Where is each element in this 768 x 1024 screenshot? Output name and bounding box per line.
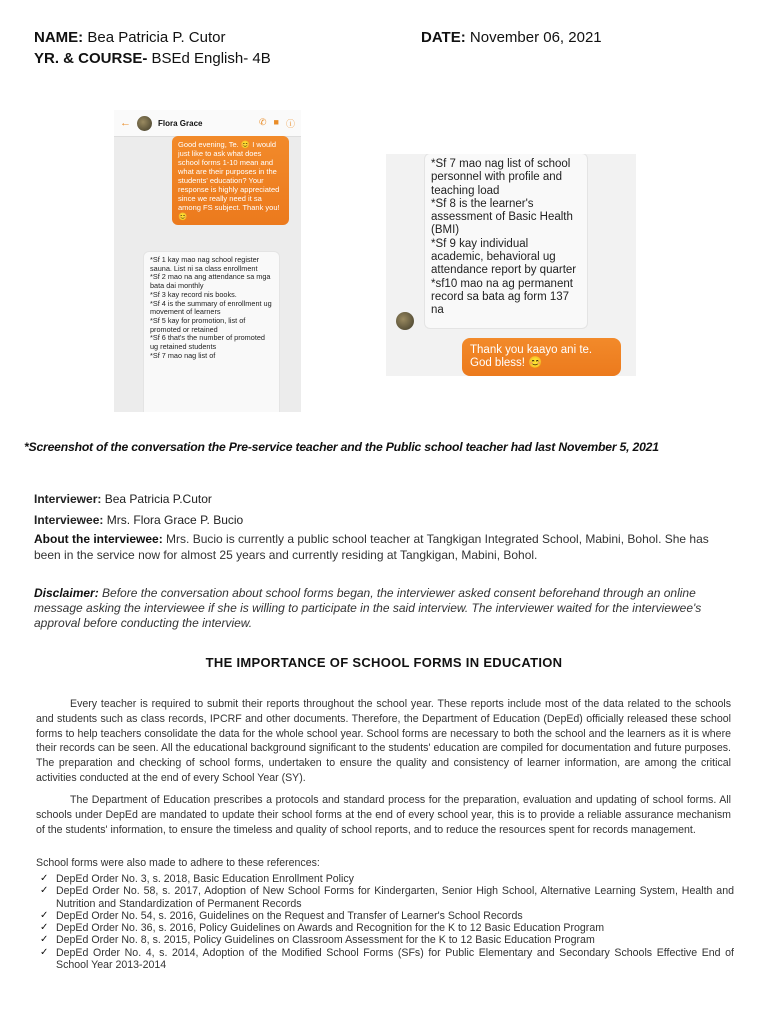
incoming-message: *Sf 1 kay mao nag school register sauna. List ni sa class enrollment *Sf 2 mao na ang attendance sa mga bata dai monthly *Sf 3 kay record nis books. *Sf 4 is the summary of enrollment ug movement of learners *Sf 5 kay for promotion, list of promoted or retained *Sf 6 that's the number of promoted ug retained students *Sf 7 mao nag list of	[143, 251, 280, 412]
disclaimer	[34, 586, 740, 631]
name-line	[34, 29, 225, 46]
course-value: BSEd English- 4B	[151, 50, 271, 67]
course-label: YR. & COURSE-	[34, 50, 148, 67]
check-icon: ✓	[40, 909, 49, 921]
incoming-message: *Sf 7 mao nag list of school personnel with profile and teaching load *Sf 8 is the learner's assessment of Basic Health (BMI) *Sf 9 kay individual academic, behavioral ug attendance report by quarter *sf10 mao na ag permanent record sa bata ag form 137 na	[424, 154, 588, 329]
date-value: November 06, 2021	[469, 29, 602, 46]
name-label: NAME:	[34, 29, 84, 46]
chat-screenshot-1	[114, 110, 301, 412]
list-item: ✓ DepEd Order No. 36, s. 2016, Policy Guidelines on Awards and Recognition for the K to 12 Basic Education Program	[40, 922, 605, 935]
video-icon: ■	[273, 116, 279, 127]
interviewee-line	[34, 513, 243, 527]
phone-icon: ✆	[259, 116, 267, 127]
chat-topbar	[114, 110, 301, 137]
check-icon: ✓	[40, 873, 49, 884]
avatar	[137, 116, 152, 131]
essay-title: THE IMPORTANCE OF SCHOOL FORMS IN EDUCATION	[205, 655, 563, 670]
outgoing-message: Thank you kaayo ani te. God bless! 😊	[462, 338, 621, 376]
paragraph-1	[36, 697, 731, 786]
interviewee-label: Interviewee:	[34, 513, 104, 527]
avatar	[396, 312, 414, 330]
list-item: ✓ DepEd Order No. 3, s. 2018, Basic Education Enrollment Policy	[40, 873, 354, 885]
check-icon: ✓	[40, 922, 49, 934]
name-value: Bea Patricia P. Cutor	[87, 29, 226, 46]
disclaimer-label: Disclaimer:	[34, 586, 99, 600]
list-item: ✓ DepEd Order No. 58, s. 2017, Adoption of New School Forms for Kindergarten, Senior High School, Alternative Learning System, Health and Nutrition and Standardization of Permanent Records	[40, 885, 734, 910]
interviewer-value: Bea Patricia P.Cutor	[104, 492, 212, 506]
back-arrow-icon: ←	[120, 117, 131, 129]
screenshot-caption: *Screenshot of the conversation the Pre-service teacher and the Public school teacher had last November 5, 2021	[24, 440, 659, 454]
about-interviewee	[34, 531, 734, 563]
paragraph-1-text: Every teacher is required to submit their reports throughout the school year. These reports include most of the data related to the schools and students such as class records, IPCRF and other documents. Therefore, the Department of Education (DepEd) officially released these school forms to help teachers consolidate the data for the whole school year. School forms are necessary to both the school and the learners as it is where their records can be seen. All the educational background significant to the students' education are compiled for documentation and future purposes. The preparation and checking of school forms, undertaken to ensure the quality and consistency of learner information, are among the critical activities conducted at the end of every School Year (SY).	[36, 698, 731, 784]
paragraph-2	[36, 793, 731, 837]
date-label: DATE:	[421, 29, 466, 46]
date-line	[421, 29, 602, 46]
about-text: Mrs. Bucio is currently a public school teacher at Tangkigan Integrated School, Mabini, Bohol. She has been in the service now for almost 25 years and currently residing at Tangkigan, Mabini, Bohol.	[34, 532, 709, 562]
about-label: About the interviewee:	[34, 532, 163, 546]
outgoing-message: Good evening, Te. 😊 I would just like to ask what does school forms 1-10 mean and what are their purposes in the students' education? Your response is highly appreciated since we really need it sa among FS subject. Thank you! 😊	[172, 136, 289, 225]
references-intro: School forms were also made to adhere to these references:	[36, 857, 320, 869]
contact-name: Flora Grace	[158, 118, 203, 128]
disclaimer-text: Before the conversation about school forms began, the interviewer asked consent beforehand through an online message asking the interviewee if she is willing to participate in the said interview. The interviewer waited for the interviewee's approval before conducting the interview.	[34, 586, 702, 630]
references-list	[40, 873, 734, 971]
list-item: ✓ DepEd Order No. 8, s. 2015, Policy Guidelines on Classroom Assessment for the K to 12 Basic Education Program	[40, 934, 595, 947]
check-icon: ✓	[40, 946, 49, 958]
interviewee-value: Mrs. Flora Grace P. Bucio	[106, 513, 244, 527]
interviewer-label: Interviewer:	[34, 492, 102, 506]
chat-screenshot-2	[386, 154, 636, 376]
list-item: ✓ DepEd Order No. 4, s. 2014, Adoption of the Modified School Forms (SFs) for Public Elementary and Secondary Schools Effective End of School Year 2013-2014	[40, 946, 734, 972]
course-line	[34, 50, 271, 67]
paragraph-2-text: The Department of Education prescribes a protocols and standard process for the preparation, evaluation and updating of school forms. All schools under DepEd are mandated to update their school forms at the end of every school year, this is to provide a reliable assurance mechanism of the students' information, to ensure the timeless and quality of school reports, and to reduce the resources spent for records management.	[36, 794, 731, 836]
info-icon: ⓘ	[285, 118, 295, 129]
check-icon: ✓	[40, 934, 49, 946]
interviewer-line	[34, 492, 212, 506]
list-item: ✓ DepEd Order No. 54, s. 2016, Guidelines on the Request and Transfer of Learner's School Records	[40, 909, 523, 922]
check-icon: ✓	[40, 885, 49, 897]
